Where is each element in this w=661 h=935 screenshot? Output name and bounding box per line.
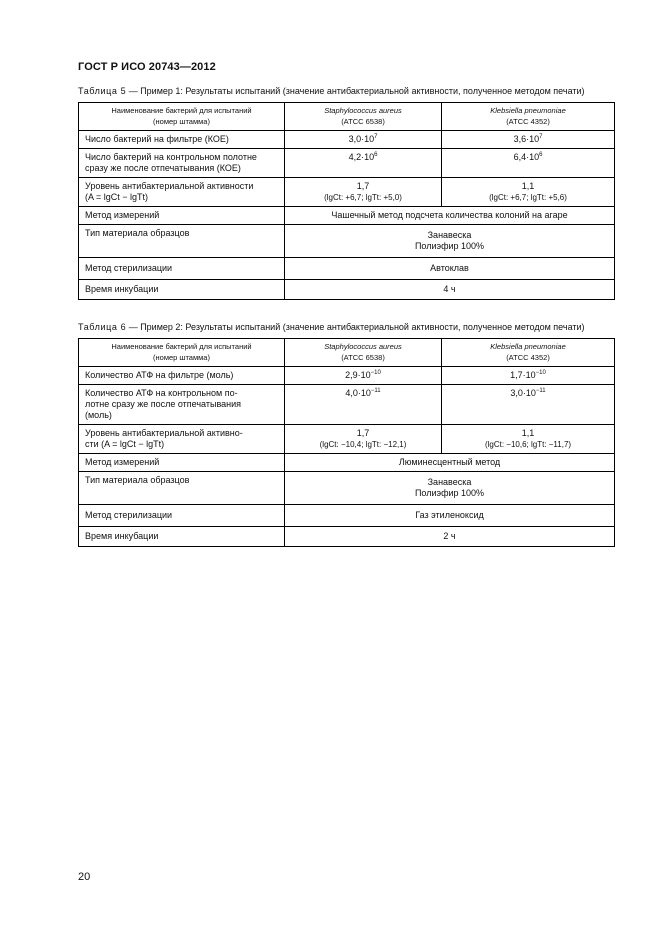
table-row: [79, 527, 615, 547]
activity-detail: (lgCt: −10,6; lgTt: −11,7): [484, 440, 572, 449]
row-label: [79, 385, 285, 425]
strain-number: (ATCC 6538): [341, 353, 385, 362]
label-line: лотне сразу же после отпечатывания: [85, 399, 242, 409]
value-line: Занавеска: [427, 477, 472, 487]
value-base: 3,6·10: [513, 134, 540, 144]
value-exponent: 7: [539, 134, 543, 140]
row-label: Тип материала образцов: [79, 472, 285, 505]
cell-value: 2 ч: [285, 527, 615, 547]
row-label: [79, 178, 285, 207]
value-line: Занавеска: [427, 230, 472, 240]
value-base: 3,0·10: [348, 134, 375, 144]
table6-header-klebsiella: [442, 339, 615, 367]
table-row: [79, 225, 615, 258]
cell-value: [285, 385, 442, 425]
strain-name: Staphylococcus aureus: [324, 106, 402, 115]
value-exponent: −11: [370, 388, 381, 394]
label-line: Уровень антибактериальной активно-: [85, 428, 243, 438]
activity-value: 1,7: [356, 428, 370, 438]
table-row: [79, 149, 615, 178]
row-label: Метод измерений: [79, 454, 285, 472]
cell-value: [285, 425, 442, 454]
row-label: [79, 425, 285, 454]
row-label: Метод измерений: [79, 207, 285, 225]
table-row: [79, 454, 615, 472]
header-text: (номер штамма): [153, 353, 210, 362]
table6-caption-text: — Пример 2: Результаты испытаний (значение антибактериальной активности, полученное методом печати): [126, 322, 585, 332]
row-label: Тип материала образцов: [79, 225, 285, 258]
table5-caption-text: — Пример 1: Результаты испытаний (значение антибактериальной активности, полученное методом печати): [126, 86, 585, 96]
cell-value: [442, 425, 615, 454]
cell-value: [442, 178, 615, 207]
table-row: [79, 258, 615, 280]
activity-detail: (lgCt: +6,7; lgTt: +5,6): [489, 193, 567, 202]
table-row: [79, 178, 615, 207]
label-line: (моль): [85, 410, 112, 420]
table5-header-klebsiella: [442, 103, 615, 131]
cell-value: [442, 385, 615, 425]
value-exponent: −10: [370, 370, 381, 376]
value-line: Полиэфир 100%: [414, 241, 485, 251]
cell-value: [285, 178, 442, 207]
label-line: Число бактерий на контрольном полотне: [85, 152, 257, 162]
value-exponent: 6: [539, 152, 543, 158]
formula: сти (A = lgCt − lgTt): [85, 439, 165, 449]
table-row: [79, 505, 615, 527]
activity-value: 1,1: [521, 181, 535, 191]
activity-value: 1,7: [356, 181, 370, 191]
value-line: Полиэфир 100%: [414, 488, 485, 498]
value-base: 3,0·10: [510, 388, 536, 398]
label-line: Количество АТФ на контрольном по-: [85, 388, 238, 398]
table-row: [79, 367, 615, 385]
label-line: сразу же после отпечатывания (КОЕ): [85, 163, 241, 173]
table5: [78, 102, 615, 300]
strain-name: Klebsiella pneumoniae: [490, 106, 566, 115]
row-label: Число бактерий на фильтре (КОЕ): [79, 131, 285, 149]
cell-value: [285, 367, 442, 385]
cell-value: Люминесцентный метод: [285, 454, 615, 472]
table6-header-staph: [285, 339, 442, 367]
row-label: Время инкубации: [79, 527, 285, 547]
table5-caption-label: Таблица 5: [78, 86, 127, 96]
value-exponent: 7: [374, 134, 378, 140]
header-text: Наименование бактерий для испытаний: [111, 342, 252, 351]
value-exponent: −11: [535, 388, 546, 394]
row-label: Метод стерилизации: [79, 258, 285, 280]
formula: (A = lgCt − lgTt): [85, 192, 149, 202]
table-row: [79, 207, 615, 225]
value-base: 4,0·10: [345, 388, 371, 398]
strain-number: (ATCC 4352): [506, 117, 550, 126]
page-number: 20: [78, 871, 91, 883]
cell-value: [442, 367, 615, 385]
table-row: [79, 472, 615, 505]
cell-value: Автоклав: [285, 258, 615, 280]
header-text: Наименование бактерий для испытаний: [111, 106, 252, 115]
value-base: 2,9·10: [345, 370, 371, 380]
strain-number: (ATCC 6538): [341, 117, 385, 126]
cell-value: [285, 472, 615, 505]
row-label: Время инкубации: [79, 280, 285, 300]
value-exponent: −10: [535, 370, 546, 376]
cell-value: 4 ч: [285, 280, 615, 300]
table6-header-row: [79, 339, 615, 367]
header-text: (номер штамма): [153, 117, 210, 126]
table6: [78, 338, 615, 547]
strain-name: Staphylococcus aureus: [324, 342, 402, 351]
document-header: ГОСТ Р ИСО 20743—2012: [78, 61, 216, 73]
table-row: [79, 425, 615, 454]
cell-value: [442, 149, 615, 178]
value-base: 6,4·10: [513, 152, 540, 162]
activity-detail: (lgCt: −10,4; lgTt: −12,1): [319, 440, 407, 449]
value-base: 1,7·10: [510, 370, 536, 380]
table5-header-staph: [285, 103, 442, 131]
cell-value: [285, 149, 442, 178]
row-label: [79, 149, 285, 178]
table-row: [79, 131, 615, 149]
strain-number: (ATCC 4352): [506, 353, 550, 362]
table5-header-bacteria: [79, 103, 285, 131]
row-label: Количество АТФ на фильтре (моль): [79, 367, 285, 385]
row-label: Метод стерилизации: [79, 505, 285, 527]
activity-value: 1,1: [521, 428, 535, 438]
cell-value: [285, 131, 442, 149]
table5-header-row: [79, 103, 615, 131]
value-exponent: 6: [374, 152, 378, 158]
cell-value: [285, 225, 615, 258]
table6-header-bacteria: [79, 339, 285, 367]
table-row: [79, 385, 615, 425]
value-base: 4,2·10: [348, 152, 375, 162]
cell-value: Чашечный метод подсчета количества колоний на агаре: [285, 207, 615, 225]
cell-value: [442, 131, 615, 149]
cell-value: Газ этиленоксид: [285, 505, 615, 527]
table-row: [79, 280, 615, 300]
table6-caption: [78, 322, 585, 332]
table6-caption-label: Таблица 6: [78, 322, 127, 332]
label-line: Уровень антибактериальной активности: [85, 181, 254, 191]
activity-detail: (lgCt: +6,7; lgTt: +5,0): [324, 193, 402, 202]
strain-name: Klebsiella pneumoniae: [490, 342, 566, 351]
table5-caption: [78, 86, 585, 96]
